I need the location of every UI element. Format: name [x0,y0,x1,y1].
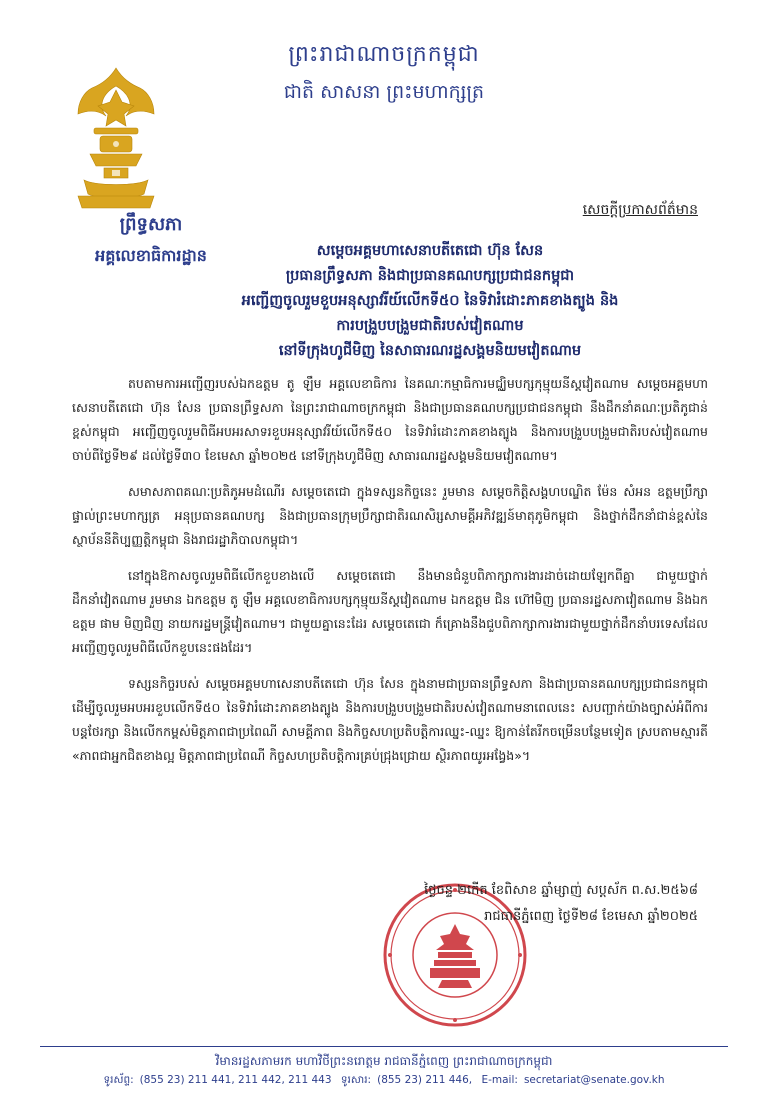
phone-numbers: (855 23) 211 441, 211 442, 211 443 [139,1074,332,1086]
footer [40,1046,728,1089]
date-block [424,878,698,930]
headline-line: ការបង្រួបបង្រួមជាតិរបស់វៀតណាម [336,317,524,334]
paragraph [72,672,708,768]
headline-line: នៅទីក្រុងហូជីមិញ នៃសាធារណរដ្ឋសង្គមនិយមវៀតណាម [278,342,582,359]
paragraph [72,372,708,468]
footer-contact [40,1074,728,1089]
email-label: E-mail: [481,1074,518,1086]
headline-line: សម្ដេចអគ្គមហាសេនាបតីតេជោ ហ៊ុន សែន [316,242,544,259]
paragraph-text: ទស្សនកិច្ចរបស់ សម្ដេចអគ្គមហាសេនាបតីតេជោ ហ៊ុន សែន ក្នុងនាមជាប្រធានព្រឹទ្ធសភា និងជាប្រធានគណបក្សប្រជាជនកម្ពុជា ដើម្បីចូលរួមអបអរខួបលើកទី៥០ នៃទិវារំដោះភាគខាងត្បូង និងការបង្រួបបង្រួមជាតិរបស់វៀតណាមនាពេលនេះ សបញ្ជាក់យ៉ាងច្បាស់អំពីការបន្តថែរក្សា និងលើកកម្ពស់មិត្តភាពជាប្រពៃណី សាមគ្គីភាព និងកិច្ចសហប្រតិបត្តិការឈ្នះ-ឈ្នះ ឱ្យកាន់តែរីកចម្រើនបន្ថែមទៀត ស្របតាមស្មារតី «ភាពជាអ្នកជិតខាងល្អ មិត្តភាពជាប្រពៃណី កិច្ចសហប្រតិបត្តិការគ្រប់ជ្រុងជ្រោយ ស្ថិរភាពយូរអង្វែង»។ [72,676,708,763]
phone-label: ទូរស័ព្ទ: [103,1074,134,1086]
national-motto: ជាតិ សាសនា ព្រះមហាក្សត្រ [283,81,485,103]
solar-date: រាជធានីភ្នំពេញ ថ្ងៃទី២៨ ខែមេសា ឆ្នាំ២០២៥ [484,909,698,924]
paragraph [72,564,708,660]
paragraph [72,480,708,552]
headline [150,238,710,363]
paragraph-text: តបតាមការអញ្ជើញរបស់ឯកឧត្តម តូ ឡឹម អគ្គលេខាធិការ នៃគណៈកម្មាធិការមជ្ឈិមបក្សកុម្មុយនីស្តវៀតណាម សម្ដេចអគ្គមហាសេនាបតីតេជោ ហ៊ុន សែន ប្រធានព្រឹទ្ធសភា នៃព្រះរាជាណាចក្រកម្ពុជា និងជាប្រធានគណបក្សប្រជាជនកម្ពុជា នឹងដឹកនាំគណៈប្រតិភូជាន់ខ្ពស់កម្ពុជា អញ្ជើញចូលរួមពិធីអបអរសាទរខួបអនុស្សាវរីយ៍លើកទី៥០ នៃទិវារំដោះភាគខាងត្បូង និងការបង្រួបបង្រួមជាតិរបស់វៀតណាម ចាប់ពីថ្ងៃទី២៩ ដល់ថ្ងៃទី៣០ ខែមេសា ឆ្នាំ២០២៥ នៅទីក្រុងហូជីមិញ សាធារណរដ្ឋសង្គមនិយមវៀតណាម។ [72,376,708,463]
email-address[interactable]: secretariat@senate.gov.kh [523,1074,665,1086]
headline-line: ប្រធានព្រឹទ្ធសភា និងជាប្រធានគណបក្សប្រជាជនកម្ពុជា [285,267,575,284]
fax-number: (855 23) 211 446, [377,1074,473,1086]
secretariat-name: អគ្គលេខាធិការដ្ឋាន [95,246,207,265]
headline-line: អញ្ជើញចូលរួមខួបអនុស្សាវរីយ៍លើកទី៥០ នៃទិវារំដោះភាគខាងត្បូង និង [241,292,619,309]
senate-emblem-icon [74,66,158,212]
press-release-label: សេចក្ដីប្រកាសព័ត៌មាន [582,202,698,218]
paragraph-text: នៅក្នុងឱកាសចូលរួមពិធីលើកខួបខាងលើ សម្ដេចតេជោ នឹងមានជំនួបពិភាក្សាការងារដាច់ដោយឡែកពីគ្នា ជាមួយថ្នាក់ដឹកនាំវៀតណាម រួមមាន ឯកឧត្តម តូ ឡឹម អគ្គលេខាធិការបក្សកុម្មុយនីស្តវៀតណាម ឯកឧត្តម ជិន ហ៊ៅមិញ ប្រធានរដ្ឋសភាវៀតណាម និងឯកឧត្តម ផាម មិញជិញ នាយករដ្ឋមន្ត្រីវៀតណាម។ ជាមួយគ្នានេះដែរ សម្ដេចតេជោ ក៏គ្រោងនឹងជួបពិភាក្សាការងារជាមួយថ្នាក់ដឹកនាំបរទេសដែលអញ្ជើញចូលរួមពិធីលើកខួបនេះផងដែរ។ [72,568,708,655]
lunar-date: ថ្ងៃចន្ទ ២កើត ខែពិសាខ ឆ្នាំម្សាញ់ សប្តស័ក ព.ស.២៥៦៨ [424,883,698,898]
paragraph-text: សមាសភាពគណៈប្រតិភូអមដំណើរ សម្ដេចតេជោ ក្នុងទស្សនកិច្ចនេះ រួមមាន សម្ដេចកិត្តិសង្គហបណ្ឌិត ម៉ែន សំអន ឧត្តមប្រឹក្សាផ្ទាល់ព្រះមហាក្សត្រ អនុប្រធានគណបក្ស និងជាប្រធានក្រុមប្រឹក្សាជាតិរណសិរ្សសាមគ្គីអភិវឌ្ឍន៍មាតុភូមិកម្ពុជា និងថ្នាក់ដឹកនាំជាន់ខ្ពស់នៃស្ថាប័ននីតិប្បញ្ញត្តិកម្ពុជា និងរាជរដ្ឋាភិបាលកម្ពុជា។ [72,484,708,547]
body-text [72,372,708,780]
kingdom-name: ព្រះរាជាណាចក្រកម្ពុជា [288,42,480,67]
fax-label: ទូរសារ: [340,1074,372,1086]
senate-name: ព្រឹទ្ធសភា [119,214,183,235]
footer-address: វិមានរដ្ឋសភាមរក មហាវិថីព្រះនរោត្តម រាជធានីភ្នំពេញ ព្រះរាជាណាចក្រកម្ពុជា [215,1054,553,1068]
